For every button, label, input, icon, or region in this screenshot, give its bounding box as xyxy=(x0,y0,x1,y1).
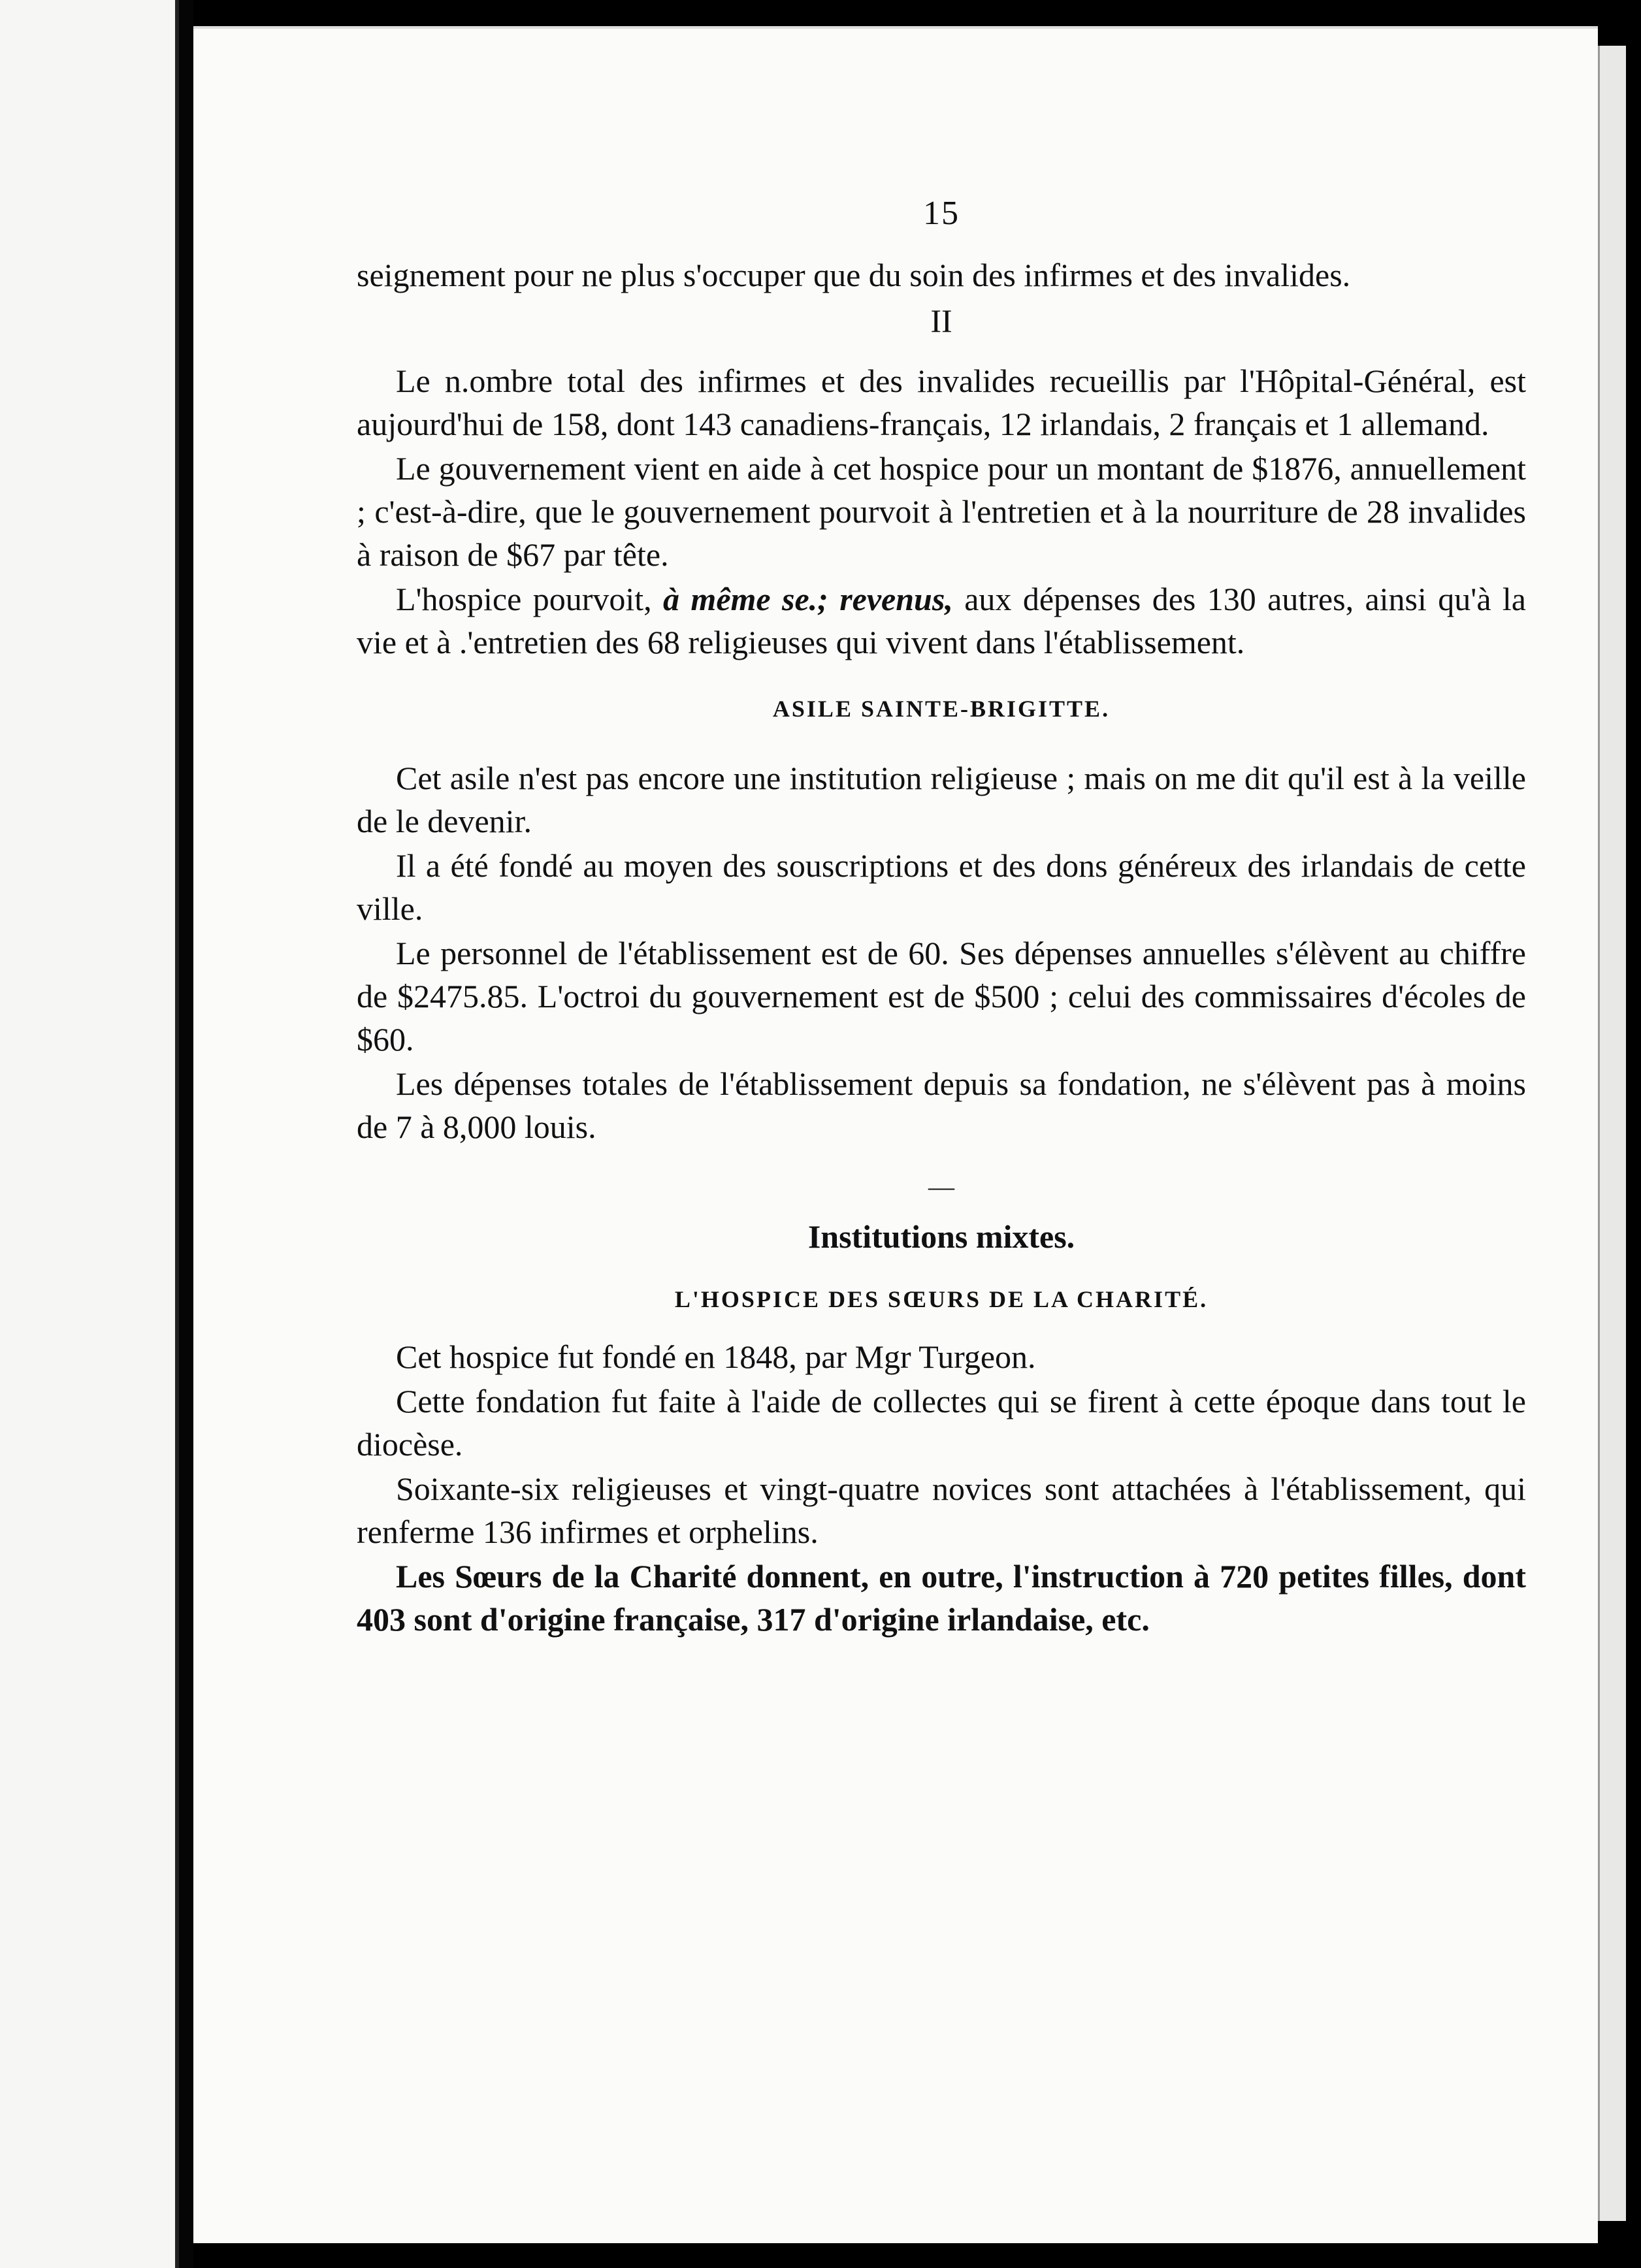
book-gutter xyxy=(179,0,193,2268)
paragraph-asile-2: Il a été fondé au moyen des souscriptions et des dons généreux des irlandais de cette ville. xyxy=(357,847,1526,927)
previous-page-edge xyxy=(0,0,179,2268)
paragraph-hospice-1: Cet hospice fut fondé en 1848, par Mgr Turgeon. xyxy=(396,1338,1036,1375)
section-title-institutions-mixtes: Institutions mixtes. xyxy=(807,1218,1075,1255)
paragraph-asile-4: Les dépenses totales de l'établissement depuis sa fondation, ne s'élèvent pas à moins de 7 à 8,000 louis. xyxy=(357,1065,1526,1145)
heading-asile-sainte-brigitte: ASILE SAINTE-BRIGITTE. xyxy=(772,696,1111,722)
paragraph-hospice-2: Cette fondation fut faite à l'aide de collectes qui se firent à cette époque dans tout le diocèse. xyxy=(357,1383,1526,1463)
page-number: 15 xyxy=(923,195,960,232)
paragraph-hospice-pourvoit xyxy=(357,577,1526,664)
section-marker: II xyxy=(930,302,952,339)
page-content xyxy=(357,192,1526,1642)
italic-phrase: à même se.; revenus, xyxy=(663,581,953,617)
opening-paragraph: seignement pour ne plus s'occuper que du soin des infirmes et des invalides. xyxy=(357,257,1351,293)
paragraph-asile-3: Le personnel de l'établissement est de 60. Ses dépenses annuelles s'élèvent au chiffre de $2475.85. L'octroi du gouvernement est de $500 ; celui des commissaires d'écoles de $60. xyxy=(357,935,1526,1058)
paragraph-hospice-4: Les Sœurs de la Charité donnent, en outre, l'instruction à 720 petites filles, dont 403 sont d'origine française, 317 d'origine irlandaise, etc. xyxy=(357,1558,1526,1638)
paragraph-hospice-3: Soixante-six religieuses et vingt-quatre novices sont attachées à l'établissement, qui renferme 136 infirmes et orphelins. xyxy=(357,1470,1526,1550)
separator-dash: — xyxy=(928,1172,954,1201)
paragraph-text-before: L'hospice pourvoit, xyxy=(396,581,664,617)
heading-hospice-soeurs-charite: L'HOSPICE DES SŒURS DE LA CHARITÉ. xyxy=(674,1286,1209,1312)
paragraph-gouvernement: Le gouvernement vient en aide à cet hospice pour un montant de $1876, annuellement ; c'est-à-dire, que le gouvernement pourvoit à l'entretien et à la nourriture de 28 invalides à raison de $67 par tête. xyxy=(357,450,1526,573)
paragraph-total-infirmes: Le n.ombre total des infirmes et des invalides recueillis par l'Hôpital-Général, est aujourd'hui de 158, dont 143 canadiens-français, 12 irlandais, 2 français et 1 allemand. xyxy=(357,363,1526,442)
paragraph-text-after: aux dépenses des 130 autres, ainsi qu'à la vie et à .'entretien des 68 religieuses qui vivent dans l'établissement. xyxy=(357,581,1526,660)
page-right-edge xyxy=(1598,46,1626,2221)
paragraph-asile-1: Cet asile n'est pas encore une institution religieuse ; mais on me dit qu'il est à la veille de le devenir. xyxy=(357,760,1526,839)
document-page xyxy=(193,26,1598,2243)
